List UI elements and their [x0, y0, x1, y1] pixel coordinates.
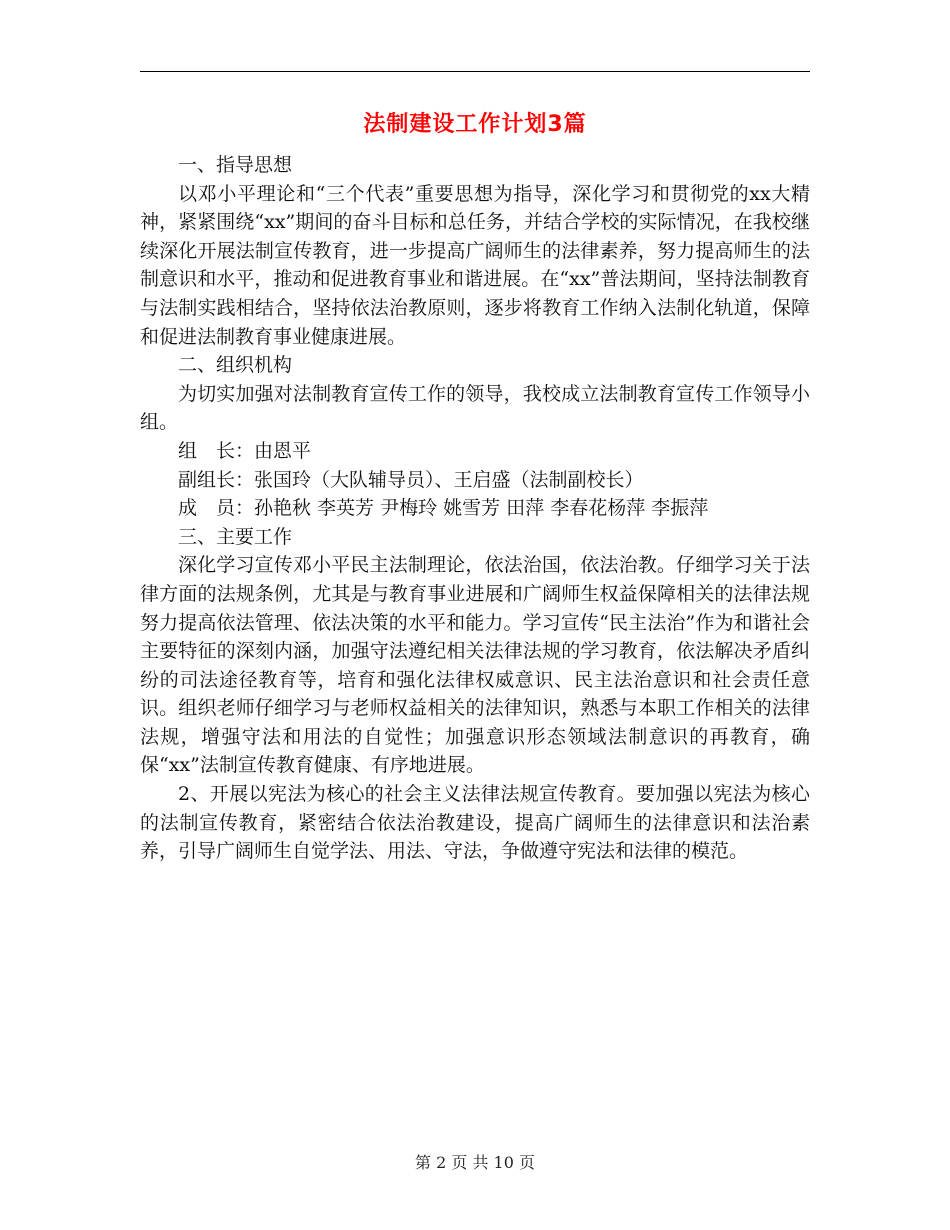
group-leader-line: 组 长：由恩平: [178, 439, 312, 462]
members-line: 成 员：孙艳秋 李英芳 尹梅玲 姚雪芳 田萍 李春花杨萍 李振萍: [178, 497, 709, 520]
section-heading-guiding-ideology: 一、指导思想: [178, 154, 293, 176]
section-heading-main-work: 三、主要工作: [178, 525, 293, 548]
deputy-leader-line: 副组长：张国玲（大队辅导员）、王启盛（法制副校长）: [178, 468, 644, 491]
header-rule: [140, 71, 810, 72]
section-heading-organization: 二、组织机构: [178, 354, 293, 377]
document-title: 法制建设工作计划3篇: [363, 112, 587, 137]
paragraph-guiding-ideology: 以邓小平理论和“三个代表”重要思想为指导，深化学习和贯彻党的xx大精神，紧紧围绕“xx”期间的奋斗目标和总任务，并结合学校的实际情况，在我校继续深化开展法制宣传教育，进一步提高广阔师生的法律素养，努力提高师生的法制意识和水平，推动和促进教育事业和谐进展。在“xx”普法期间，坚持法制教育与法制实践相结合，坚持依法治教原则，逐步将教育工作纳入法制化轨道，保障和促进法制教育事业健康进展。: [140, 182, 810, 348]
document-body: [140, 151, 810, 866]
paragraph-main-work-2: 2、开展以宪法为核心的社会主义法律法规宣传教育。要加强以宪法为核心的法制宣传教育，紧密结合依法治教建设，提高广阔师生的法律意识和法治素养，引导广阔师生自觉学法、用法、守法，争做遵守宪法和法律的模范。: [140, 783, 810, 863]
paragraph-main-work-1: 深化学习宣传邓小平民主法制理论，依法治国，依法治教。仔细学习关于法律方面的法规条例，尤其是与教育事业进展和广阔师生权益保障相关的法律法规努力提高依法管理、依法决策的水平和能力。学习宣传“民主法治”作为和谐社会主要特征的深刻内涵，加强守法遵纪相关法律法规的学习教育，依法解决矛盾纠纷的司法途径教育等，培育和强化法律权威意识、民主法治意识和社会责任意识。组织老师仔细学习与老师权益相关的法律知识，熟悉与本职工作相关的法律法规，增强守法和用法的自觉性；加强意识形态领域法制意识的再教育，确保“xx”法制宣传教育健康、有序地进展。: [140, 554, 810, 777]
paragraph-organization: 为切实加强对法制教育宣传工作的领导，我校成立法制教育宣传工作领导小组。: [140, 382, 810, 434]
page-number: 第 2 页 共 10 页: [415, 1153, 535, 1172]
